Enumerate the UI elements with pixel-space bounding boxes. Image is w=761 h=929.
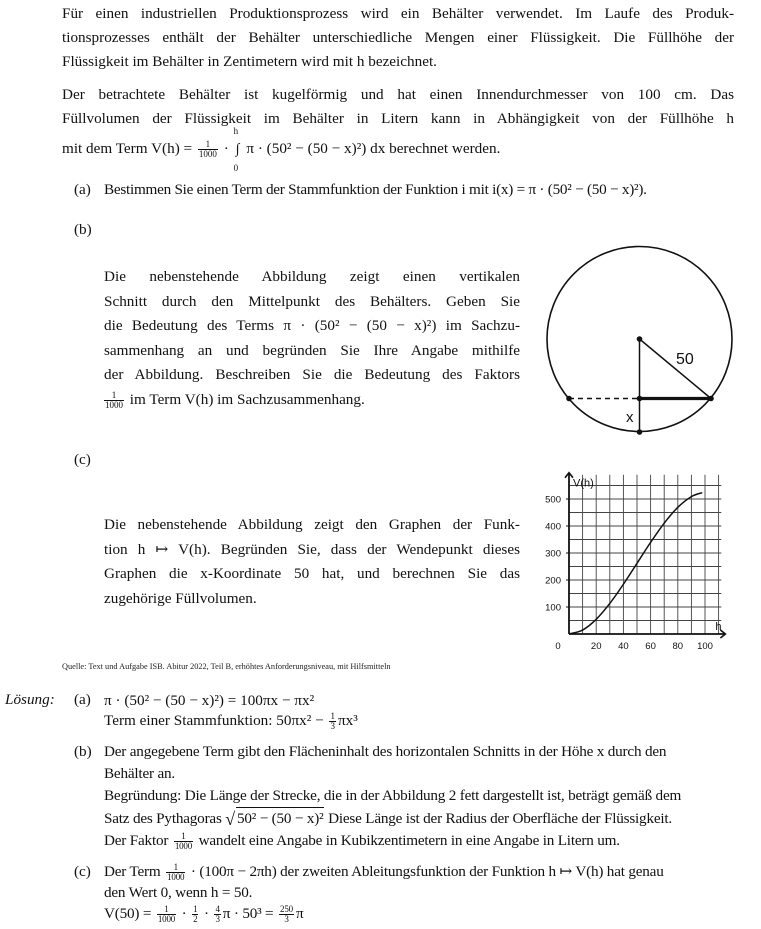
solution-c-text: Der Term: [104, 863, 165, 880]
frac-den: 3: [284, 914, 289, 925]
solution-b-line5: [104, 830, 734, 852]
solution-a-text: Term einer Stammfunktion: 50πx² −: [104, 712, 328, 729]
intro-paragraph-2: [62, 83, 734, 174]
solution-b-label: (b): [74, 743, 92, 760]
y-axis-label: V(h): [573, 477, 594, 490]
sphere-cross-section-figure: [540, 240, 740, 440]
y-tick-label: 300: [545, 548, 561, 560]
series-line-v-of-h: [569, 493, 702, 634]
chart-axes: [565, 473, 725, 638]
task-b-line: Die nebenstehende Abbildung zeigt einen vertikalen: [104, 268, 520, 285]
task-c-line: tion h ↦ V(h). Begründen Sie, dass der Wendepunkt dieses: [104, 540, 520, 558]
y-tick-label: 200: [545, 575, 561, 587]
frac-num: 1: [193, 904, 198, 915]
operator: π · 50³ =: [222, 905, 278, 923]
solution-c-label: (c): [74, 863, 91, 880]
integral-sign: h ∫ 0: [233, 137, 243, 162]
task-b-line: Schnitt durch den Mittelpunkt des Behälters. Geben Sie: [104, 292, 520, 310]
bottom-point: [637, 429, 643, 435]
frac-num: 4: [215, 904, 220, 915]
task-c-label: (c): [74, 451, 91, 468]
solution-c: [104, 861, 734, 924]
frac-den: 1000: [174, 841, 193, 852]
frac-den: 1000: [105, 399, 123, 410]
intro-p2-line1: Der betrachtete Behälter ist kugelförmig und hat einen Innendurchmesser von 100 cm. Das: [62, 86, 734, 103]
intro-p2-text: mit dem Term V(h) =: [62, 140, 196, 157]
solution-b-text-post: wandelt eine Angabe in Kubikzentimetern in eine Angabe in Litern um.: [195, 832, 620, 849]
task-b-last-line: [104, 388, 520, 413]
chart-series: [569, 493, 702, 634]
frac-num: 1: [166, 863, 185, 873]
radius-label: 50: [676, 351, 694, 368]
y-tick-label: 500: [545, 494, 561, 506]
volume-graph-chart: [520, 460, 750, 660]
solution-a-label: (a): [74, 691, 91, 708]
source-citation: Quelle: Text und Aufgabe ISB. Abitur 2022, Teil B, erhöhtes Anforderungsniveau, mit Hilfsmitteln: [62, 662, 391, 671]
solution-b-line4: Satz des Pythagoras √ 50² − (50 − x)² Diese Länge ist der Radius der Oberfläche der Flüssigkeit.: [104, 809, 673, 829]
chart-grid: [569, 475, 721, 634]
frac-den: 1000: [167, 872, 185, 883]
integral-lower: 0: [233, 163, 239, 174]
square-root-term: 50² − (50 − x)²: [236, 807, 325, 830]
fraction-1-1000: [174, 832, 193, 851]
task-b-label: (b): [74, 221, 92, 238]
task-b-last-text: im Term V(h) im Sachzusammenhang.: [126, 390, 365, 408]
frac-num: 1: [198, 140, 218, 150]
center-point: [637, 336, 643, 342]
chord-right-point: [708, 396, 714, 402]
x-tick-label: 100: [697, 641, 713, 652]
frac-num: 1: [157, 905, 176, 915]
x-axis-label: h: [715, 621, 722, 633]
frac-den: 3: [215, 914, 220, 925]
solution-b-text-post: Diese Länge ist der Radius der Oberfläche der Flüssigkeit.: [324, 810, 673, 827]
task-c-line: zugehörige Füllvolumen.: [104, 589, 257, 607]
solution-a-line1: π · (50² − (50 − x)²) = 100πx − πx²: [104, 692, 315, 709]
fraction-1-3: [329, 712, 336, 731]
solution-c-text: V(50) =: [104, 905, 155, 923]
solution-b-line2: Behälter an.: [104, 765, 175, 782]
x-tick-label: 80: [672, 641, 684, 652]
x-tick-label: 20: [590, 641, 602, 652]
task-b-text: [104, 265, 520, 412]
x-tick-label: 60: [645, 641, 656, 652]
fraction-1-1000: [104, 391, 124, 410]
fraction-1-1000: [198, 140, 218, 159]
task-c-line: Graphen die x-Koordinate 50 hat, und berechnen Sie das: [104, 565, 520, 582]
solution-c-line2: den Wert 0, wenn h = 50.: [104, 884, 253, 902]
task-b-line: die Bedeutung des Terms π · (50² − (50 − x)²) im Sachzu-: [104, 317, 520, 334]
solution-a-line2: [104, 711, 734, 731]
intro-p1-line2: tionsprozesses enthält der Behälter unterschiedliche Mengen einer Flüssigkeit. Die Füllhöhe der: [62, 29, 734, 46]
intro-p2-line2: Füllvolumen der Flüssigkeit im Behälter in Litern kann in Abhängigkeit von der Füllhöhe h: [62, 110, 734, 127]
solution-heading: Lösung:: [5, 691, 55, 708]
height-label: x: [626, 409, 634, 426]
frac-den: 2: [193, 914, 198, 925]
intro-p2-formula: π · (50² − (50 − x)²): [246, 140, 371, 157]
fraction: [157, 905, 176, 924]
chord-midpoint: [637, 396, 643, 402]
intro-p1-line3: Flüssigkeit im Behälter in Zentimetern wird mit h bezeichnet.: [62, 53, 437, 70]
x-tick-label: 0: [555, 641, 561, 652]
fraction: [214, 905, 220, 924]
x-tick-label: 40: [618, 641, 629, 652]
frac-den: 3: [330, 721, 335, 732]
intro-p1-line1: Für einen industriellen Produktionsprozess wird ein Behälter verwendet. Im Laufe des Produk-: [62, 5, 734, 22]
intro-p2-line3: mit dem Term V(h) = $\frac{1}{1000}$ · h ∫ 0 π · (50² − (50 − x)²) dx berechnet werden.: [62, 137, 734, 162]
solution-c-text-post: · (100π − 2πh) der zweiten Ableitungsfunktion der Funktion h ↦ V(h) hat genau: [187, 863, 664, 880]
solution-b-text: Der Faktor: [104, 832, 172, 849]
hypotenuse-line: [640, 339, 712, 399]
frac-den: 1000: [198, 149, 217, 160]
operator: ·: [200, 905, 213, 923]
fraction: [279, 905, 294, 924]
task-c-line: Die nebenstehende Abbildung zeigt den Graphen der Funk-: [104, 516, 520, 533]
integral-upper: h: [233, 126, 239, 137]
task-b-line: der Abbildung. Beschreiben Sie die Bedeutung des Faktors: [104, 366, 520, 383]
solution-a: [104, 691, 734, 731]
fraction: [192, 905, 198, 924]
solution-c-text-post: π: [295, 905, 304, 923]
task-a-text: Bestimmen Sie einen Term der Stammfunktion der Funktion i mit i(x) = π · (50² − (50 − x)²).: [104, 181, 647, 198]
frac-den: 1000: [157, 914, 176, 925]
solution-c-line1: [104, 861, 734, 882]
intro-p2-text-post: dx berechnet werden.: [370, 140, 501, 157]
solution-c-line3: [104, 903, 734, 924]
frac-num: 1: [104, 391, 124, 401]
solution-a-text-post: πx³: [337, 712, 358, 729]
solution-b-line1: Der angegebene Term gibt den Flächeninhalt des horizontalen Schnitts in der Höhe x durch den: [104, 743, 667, 760]
solution-b-line3: Begründung: Die Länge der Strecke, die in der Abbildung 2 fett dargestellt ist, beträgt gemäß dem: [104, 787, 682, 804]
task-c-text: [104, 513, 520, 611]
solution-b: [104, 741, 734, 852]
task-a-label: (a): [74, 181, 91, 198]
y-tick-label: 400: [545, 521, 561, 533]
chart-tick-labels: [545, 495, 713, 653]
y-tick-label: 100: [545, 602, 561, 614]
intro-paragraph-1: [62, 2, 734, 74]
fraction-1-1000: [166, 863, 185, 882]
operator: ·: [178, 905, 191, 923]
chord-left-point: [566, 396, 572, 402]
frac-num: 1: [174, 832, 193, 842]
frac-num: 1: [330, 711, 335, 722]
solution-b-text: Satz des Pythagoras: [104, 810, 226, 827]
frac-num: 250: [280, 904, 293, 915]
task-b-line: sammenhang an und begründen Sie Ihre Angabe mithilfe: [104, 341, 520, 359]
